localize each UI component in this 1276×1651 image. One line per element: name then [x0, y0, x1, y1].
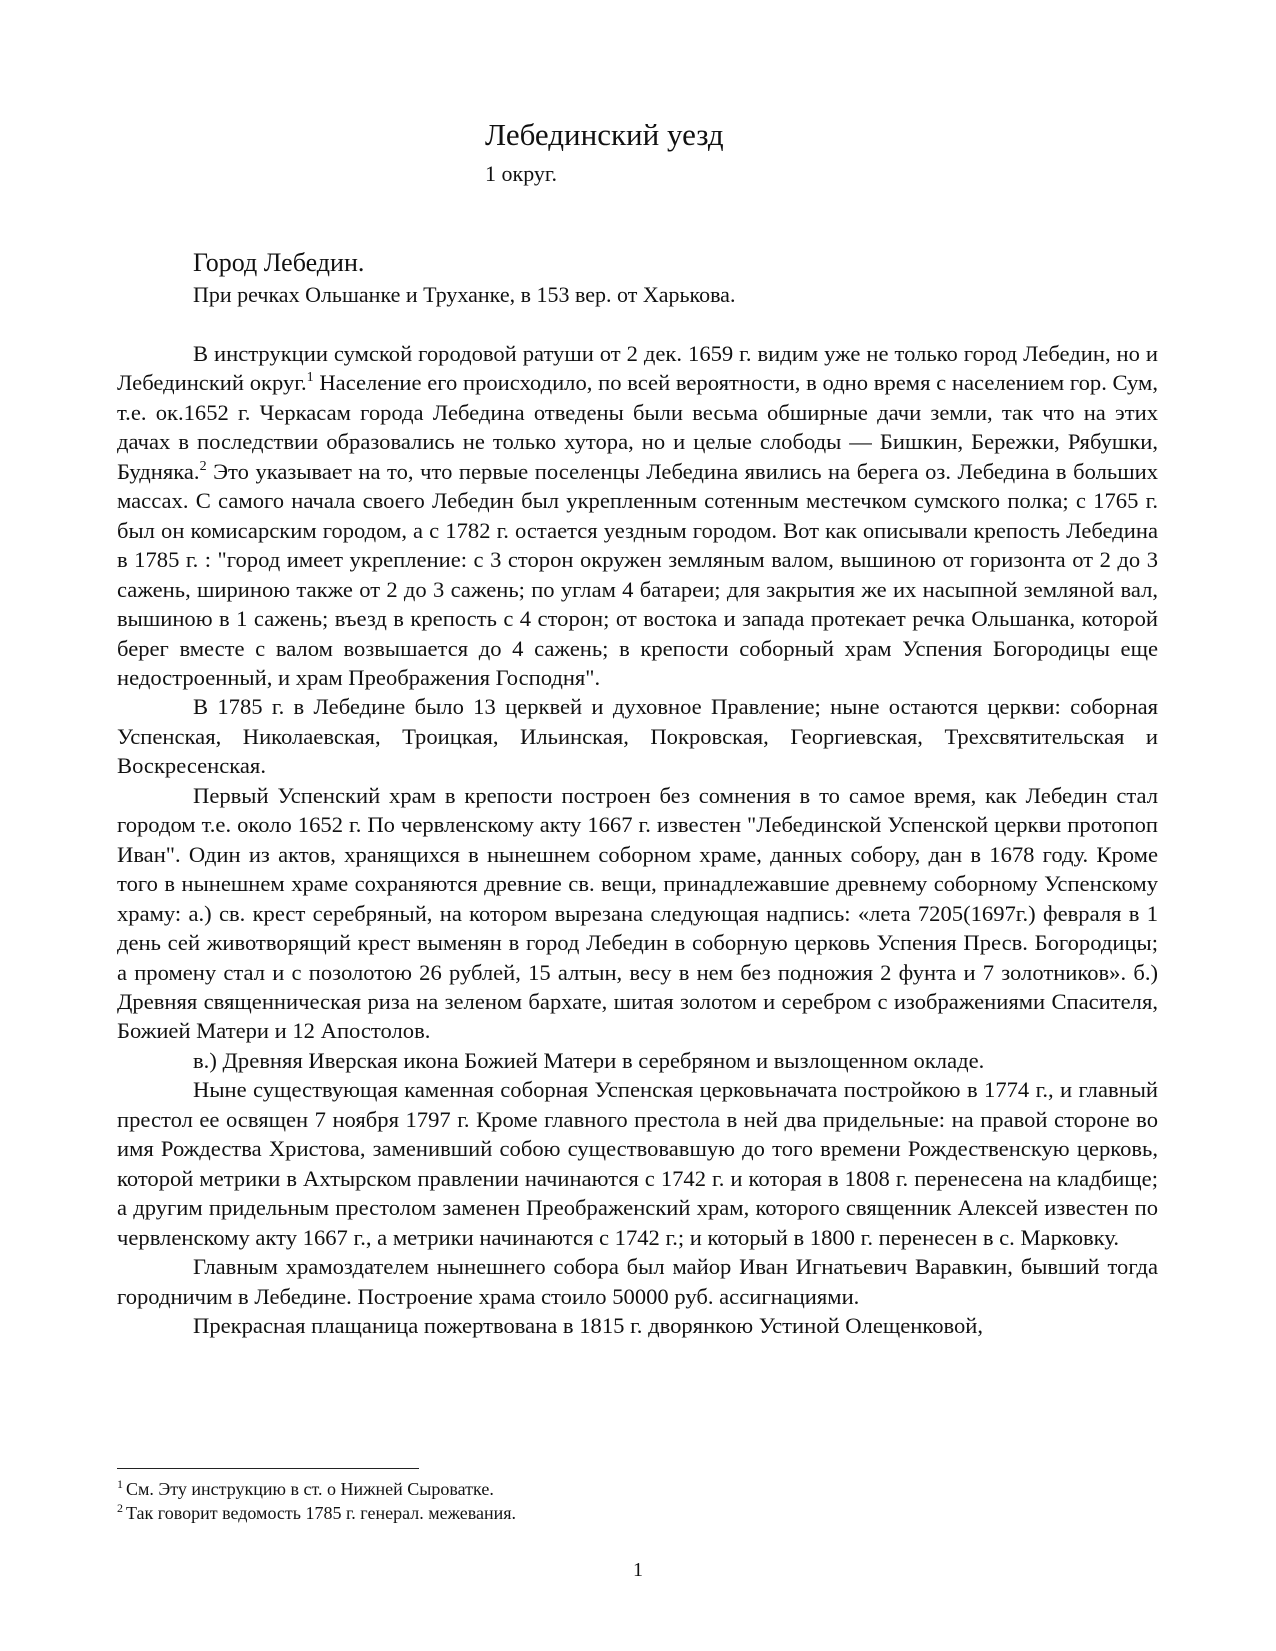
paragraph-6: Главным храмоздателем нынешнего собора был майор Иван Игнатьевич Варавкин, бывший тогда городничим в Лебедине. Построение храма стоило 50000 руб. ассигнациями.	[117, 1254, 1158, 1309]
page-subtitle: 1 округ.	[485, 161, 557, 186]
page-number: 1	[633, 1559, 643, 1581]
footnote-2	[117, 1501, 516, 1525]
paragraph-2: В 1785 г. в Лебедине было 13 церквей и духовное Правление; ныне остаются церкви: соборная Успенская, Николаевская, Троицкая, Ильинская, Покровская, Георгиевская, Трехсвятительская и Воскресенская.	[117, 694, 1158, 779]
paragraph-1	[117, 339, 1158, 692]
paragraph-1-part-c: Это указывает на то, что первые поселенцы Лебедина явились на берега оз. Лебедина в больших массах. С самого начала своего Лебедин был укрепленным сотенным местечком сумского полка; с 1765 г. был он комисарским городом, а с 1782 г. остается уездным городом. Вот как описывали крепость Лебедина в 1785 г. : "город имеет укрепление: с 3 сторон окружен земляным валом, вышиною от горизонта от 2 до 3 сажень, шириною также от 2 до 3 сажень; по углам 4 батареи; для закрытия же их насыпной земляной вал, вышиною в 1 сажень; въезд в крепость с 4 сторон; от востока и запада протекает речка Ольшанка, которой берег вместе с валом возвышается до 4 сажень; в крепости соборный храм Успения Богородицы еще недостроенный, и храм Преображения Господня".	[117, 458, 1158, 690]
page-title: Лебединский уезд	[485, 117, 724, 152]
body-text	[117, 339, 1158, 1340]
footnote-2-text: Так говорит ведомость 1785 г. генерал. межевания.	[126, 1503, 517, 1523]
paragraph-1-part-b: Население его происходило, по всей вероятности, в одно время с населением гор. Сум, т.е. ок.1652 г. Черкасам города Лебедина отведены были весьма обширные дачи земли, так что на этих дачах в последствии образовались не только хутора, но и целые слободы — Бишкин, Бережки, Рябушки, Будняка.	[117, 370, 1158, 484]
section-heading: Город Лебедин.	[193, 248, 365, 277]
footnote-ref-2[interactable]: 2	[199, 458, 207, 474]
footnote-separator	[117, 1468, 419, 1469]
paragraph-7: Прекрасная плащаница пожертвована в 1815 г. дворянкою Устиной Олещенковой,	[193, 1312, 984, 1338]
paragraph-4: в.) Древняя Иверская икона Божией Матери в серебряном и вызлощенном окладе.	[193, 1047, 985, 1073]
paragraph-3: Первый Успенский храм в крепости построен без сомнения в то самое время, как Лебедин стал городом т.е. около 1652 г. По червленскому акту 1667 г. известен "Лебединской Успенской церкви протопоп Иван". Один из актов, хранящихся в нынешнем соборном храме, данных собору, дан в 1678 году. Кроме того в нынешнем храме сохраняются древние св. вещи, принадлежавшие древнему соборному Успенскому храму: а.) св. крест серебряный, на котором вырезана следующая надпись: «лета 7205(1697г.) февраля в 1 день сей животворящий крест выменян в город Лебедин в соборную церковь Успения Пресв. Богородицы; а промену стал и с позолотою 26 рублей, 15 алтын, весу в нем без подножия 2 фунта и 7 золотников». б.) Древняя священническая риза на зеленом бархате, шитая золотом и серебром с изображениями Спасителя, Божией Матери и 12 Апостолов.	[117, 782, 1158, 1044]
footnote-ref-1[interactable]: 1	[306, 370, 314, 386]
footnote-1-mark: 1	[117, 1477, 123, 1491]
footnote-2-mark: 2	[117, 1501, 123, 1515]
footnote-1	[117, 1477, 516, 1501]
footnote-1-text: См. Эту инструкцию в ст. о Нижней Сыроватке.	[126, 1479, 494, 1499]
paragraph-5: Ныне существующая каменная соборная Успенская церковьначата постройкою в 1774 г., и главный престол ее освящен 7 ноября 1797 г. Кроме главного престола в ней два придельные: на правой стороне во имя Рождества Христова, заменивший собою существовавшую до того времени Рождественскую церковь, которой метрики в Ахтырском правлении начинаются с 1742 г. и которая в 1808 г. перенесена на кладбище; а другим придельным престолом заменен Преображенский храм, которого священник Алексей известен по червленскому акту 1667 г., а метрики начинаются с 1742 г.; и который в 1800 г. перенесен в с. Марковку.	[117, 1077, 1158, 1250]
footnotes	[117, 1477, 516, 1525]
section-location: При речках Ольшанке и Труханке, в 153 вер. от Харькова.	[193, 282, 736, 307]
paragraph-1-part-a: В инструкции сумской городовой ратуши от 2 дек. 1659 г. видим уже не только город Лебедин, но и Лебединский округ.	[117, 341, 1158, 396]
